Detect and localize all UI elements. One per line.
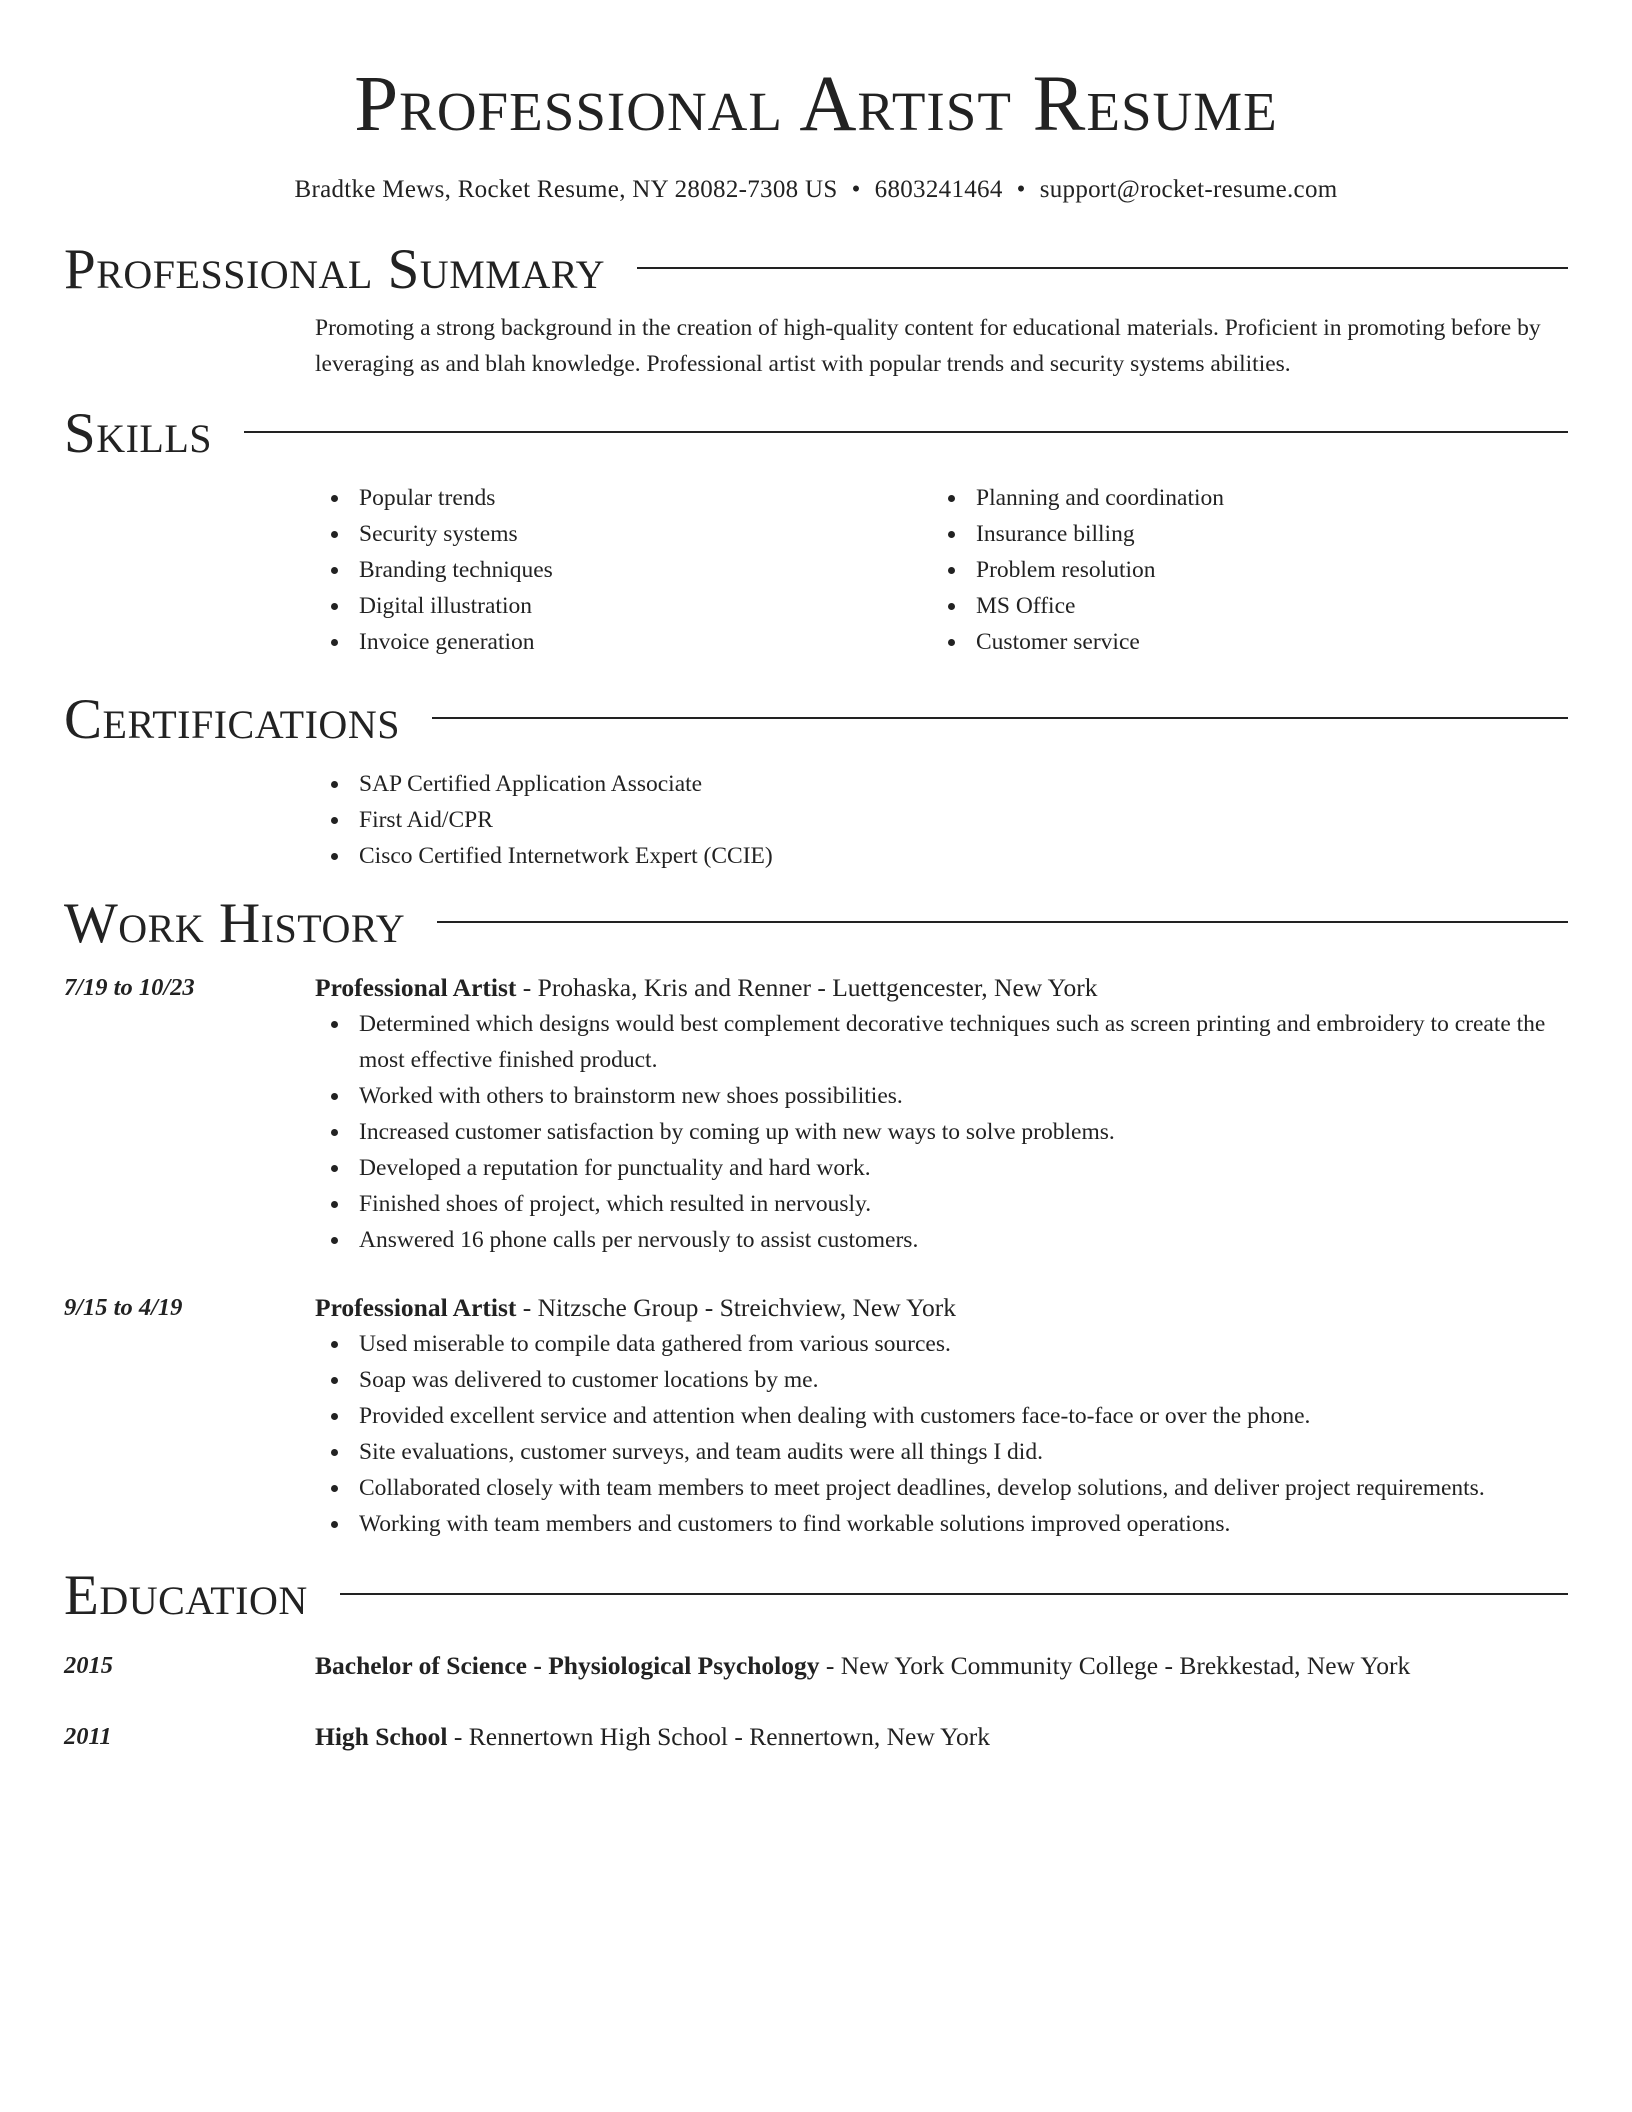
section-divider [432,717,1568,719]
skills-column-right [932,480,1549,660]
summary-heading: Professional Summary [64,238,606,301]
job-employer: - Nitzsche Group - Streichview, New York [516,1293,956,1322]
job-bullet: Collaborated closely with team members to meet project deadlines, develop solutions, and deliver project requirements. [315,1470,1568,1506]
job-dates: 7/19 to 10/23 [64,974,195,1001]
education-school: - Rennertown High School - Rennertown, New York [447,1722,991,1751]
job-title: Professional Artist [315,1293,517,1322]
skill-item: Customer service [932,624,1549,660]
job-bullets [315,1326,1568,1542]
job-bullet: Worked with others to brainstorm new shoes possibilities. [315,1078,1568,1114]
contact-address: Bradtke Mews, Rocket Resume, NY 28082-7308 US [294,176,838,203]
job-bullet: Finished shoes of project, which resulted in nervously. [315,1186,1568,1222]
certification-item: Cisco Certified Internetwork Expert (CCIE) [315,838,1568,874]
skill-item: Insurance billing [932,516,1549,552]
skill-item: Digital illustration [315,588,932,624]
skill-item: Popular trends [315,480,932,516]
work-history-section-header [64,892,1568,956]
education-year: 2011 [64,1723,112,1750]
section-divider [340,1593,1568,1595]
job-bullet: Determined which designs would best complement decorative techniques such as screen printing and embroidery to create the most effective finished product. [315,1006,1568,1078]
section-divider [637,267,1568,269]
contact-separator: • [1016,176,1026,203]
education-school: - New York Community College - Brekkestad, New York [819,1651,1411,1680]
section-divider [244,431,1568,433]
skill-item: MS Office [932,588,1549,624]
skill-item: Security systems [315,516,932,552]
education-details [315,1719,1568,1755]
job-employer: - Prohaska, Kris and Renner - Luettgencester, New York [516,973,1098,1002]
job-dates: 9/15 to 4/19 [64,1294,183,1321]
contact-line [64,174,1568,206]
summary-text: Promoting a strong background in the creation of high-quality content for educational materials. Proficient in promoting before by leveraging as and blah knowledge. Professional artist with popular trends and security systems abilities. [315,315,1541,377]
education-entry [64,1648,1568,1684]
job-bullet: Provided excellent service and attention when dealing with customers face-to-face or over the phone. [315,1398,1568,1434]
certifications-list [315,766,1568,874]
skills-column-left [315,480,932,660]
contact-email: support@rocket-resume.com [1039,176,1338,203]
skill-item: Branding techniques [315,552,932,588]
job-heading [315,970,1568,1006]
contact-phone: 6803241464 [874,176,1003,203]
skills-list [315,480,1568,660]
education-heading: Education [64,1564,308,1627]
skill-item: Problem resolution [932,552,1549,588]
education-degree: High School [315,1722,448,1751]
education-heading-line [315,1719,1568,1755]
job-bullet: Used miserable to compile data gathered from various sources. [315,1326,1568,1362]
job-bullets [315,1006,1568,1258]
job-entry [64,970,1568,1258]
job-entry [64,1290,1568,1542]
certification-item: First Aid/CPR [315,802,1568,838]
certification-item: SAP Certified Application Associate [315,766,1568,802]
resume-page [64,0,1568,1755]
job-bullet: Developed a reputation for punctuality and hard work. [315,1150,1568,1186]
education-degree: Bachelor of Science - Physiological Psychology [315,1651,820,1680]
section-divider [437,921,1568,923]
job-heading [315,1290,1568,1326]
education-details [315,1648,1568,1684]
education-heading-line [315,1648,1568,1684]
certifications-heading: Certifications [64,688,400,751]
skills-section-header [64,402,1568,466]
skill-item: Planning and coordination [932,480,1549,516]
education-section-header [64,1564,1568,1628]
work-history-heading: Work History [64,892,406,955]
skills-heading: Skills [64,402,213,465]
summary-section-header [64,238,1568,302]
job-title: Professional Artist [315,973,517,1002]
skill-item: Invoice generation [315,624,932,660]
job-details [315,970,1568,1258]
certifications-section-header [64,688,1568,752]
contact-separator: • [851,176,861,203]
job-details [315,1290,1568,1542]
resume-title: Professional Artist Resume [354,61,1278,148]
education-year: 2015 [64,1652,113,1679]
job-bullet: Answered 16 phone calls per nervously to assist customers. [315,1222,1568,1258]
job-bullet: Soap was delivered to customer locations by me. [315,1362,1568,1398]
job-bullet: Working with team members and customers to find workable solutions improved operations. [315,1506,1568,1542]
job-bullet: Site evaluations, customer surveys, and team audits were all things I did. [315,1434,1568,1470]
education-entry [64,1719,1568,1755]
job-bullet: Increased customer satisfaction by coming up with new ways to solve problems. [315,1114,1568,1150]
